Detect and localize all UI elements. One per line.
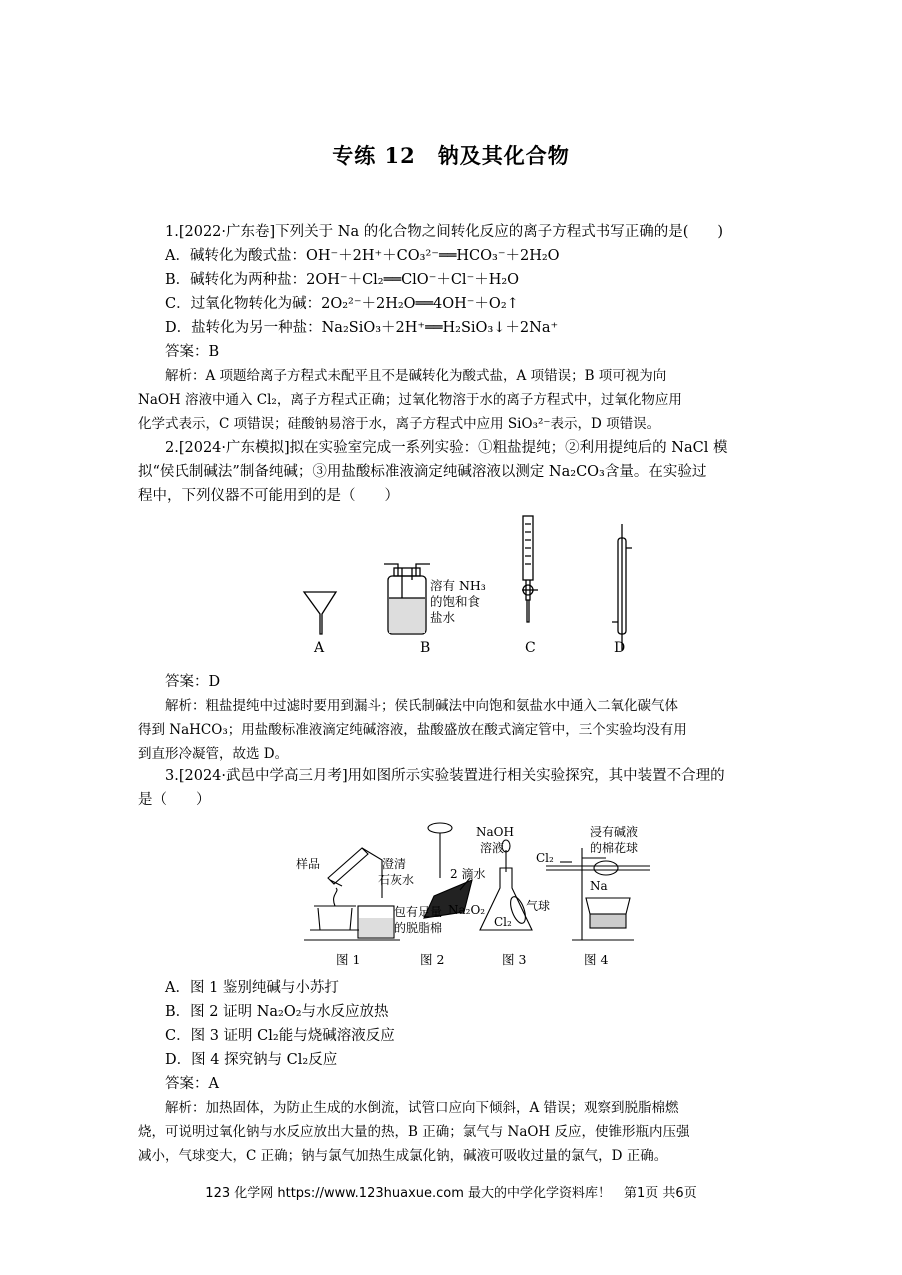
- fig-caption: 图 2: [420, 952, 445, 967]
- q2-answer: 答案：D: [165, 674, 221, 690]
- q3-analysis-line: 烧，可说明过氧化钠与水反应放出大量的热，B 正确；氯气与 NaOH 反应，使锥形瓶内压强: [138, 1124, 690, 1140]
- fig-label-na2o2: Na₂O₂: [448, 903, 486, 917]
- q3-analysis-line: 减小，气球变大，C 正确；钠与氯气加热生成氯化钠，碱液可吸收过量的氯气，D 正确。: [138, 1148, 668, 1164]
- q1-option-d: D．盐转化为另一种盐：Na₂SiO₃＋2H⁺══H₂SiO₃↓＋2Na⁺: [165, 320, 559, 336]
- q3-apparatus-figure: [290, 818, 670, 972]
- q1-answer: 答案：B: [165, 344, 220, 360]
- q2-analysis-line: 到直形冷凝管，故选 D。: [138, 746, 289, 762]
- figure-label: B: [420, 640, 431, 656]
- q2-stem-line: 程中，下列仪器不可能用到的是（ ）: [138, 488, 399, 504]
- figure-label: A: [314, 640, 325, 656]
- q3-stem-line: 是（ ）: [138, 792, 211, 808]
- fig-label-cotton: 包有足量: [394, 905, 443, 919]
- q3-analysis-line: 解析：加热固体，为防止生成的水倒流，试管口应向下倾斜，A 错误；观察到脱脂棉燃: [165, 1100, 679, 1116]
- fig-label-sample: 样品: [296, 857, 321, 871]
- q3-option-a: A．图 1 鉴别纯碱与小苏打: [165, 980, 339, 996]
- funnel-icon: [304, 592, 336, 634]
- figure4-apparatus: [546, 848, 650, 940]
- q1-option-b: B．碱转化为两种盐：2OH⁻＋Cl₂══ClO⁻＋Cl⁻＋H₂O: [165, 272, 520, 288]
- gas-washing-bottle-icon: [384, 564, 430, 634]
- q1-stem: 1.[2022·广东卷]下列关于 Na 的化合物之间转化反应的离子方程式书写正确的是( ): [165, 224, 724, 240]
- q1-analysis-line: 解析：A 项题给离子方程式未配平且不是碱转化为酸式盐，A 项错误；B 项可视为向: [165, 368, 667, 384]
- q1-analysis-line: 化学式表示，C 项错误；硅酸钠易溶于水，离子方程式中应用 SiO₃²⁻表示，D 项错误。: [138, 416, 661, 432]
- q3-stem-line: 3.[2024·武邑中学高三月考]用如图所示实验装置进行相关实验探究，其中装置不合理的: [165, 768, 725, 784]
- fig-caption: 图 4: [584, 952, 609, 967]
- fig-caption: 图 3: [502, 952, 527, 967]
- figure-label: C: [525, 640, 536, 656]
- fig-label-cl2-flask: Cl₂: [494, 915, 512, 929]
- q2-analysis-line: 解析：粗盐提纯中过滤时要用到漏斗；侯氏制碱法中向饱和氨盐水中通入二氧化碳气体: [165, 698, 678, 714]
- q1-option-c: C．过氧化物转化为碱：2O₂²⁻＋2H₂O══4OH⁻＋O₂↑: [165, 296, 519, 312]
- q2-stem-line: 2.[2024·广东模拟]拟在实验室完成一系列实验：①粗盐提纯；②利用提纯后的 NaCl 模: [165, 440, 728, 456]
- q2-apparatus-figure: [290, 510, 650, 660]
- burette-icon: [522, 516, 538, 622]
- fig-label-balloon: 气球: [526, 899, 551, 913]
- bottle-label: 盐水: [430, 610, 456, 625]
- q3-option-b: B．图 2 证明 Na₂O₂与水反应放热: [165, 1004, 389, 1020]
- fig-label-na: Na: [590, 879, 608, 893]
- fig-label-limewater: 石灰水: [378, 873, 415, 887]
- figure-label: D: [614, 640, 626, 656]
- q2-stem-line: 拟“侯氏制碱法”制备纯碱；③用盐酸标准液滴定纯碱溶液以测定 Na₂CO₃含量。在实验过: [138, 464, 707, 480]
- page-footer: 123 化学网 https://www.123huaxue.com 最大的中学化学资料库！ 第1页 共6页: [205, 1186, 697, 1201]
- fig-label-naoh: NaOH: [476, 825, 514, 839]
- fig-label-drops: 2 滴水: [450, 867, 486, 881]
- q3-option-d: D．图 4 探究钠与 Cl₂反应: [165, 1052, 338, 1068]
- fig-label-limewater: 澄清: [382, 857, 407, 871]
- q3-answer: 答案：A: [165, 1076, 219, 1092]
- page-title: 专练 12 钠及其化合物: [332, 143, 570, 168]
- fig-label-naoh: 溶液: [480, 841, 505, 855]
- fig-label-cl2-in: Cl₂: [536, 851, 554, 865]
- fig-caption: 图 1: [336, 952, 361, 967]
- fig-label-cotton: 的脱脂棉: [394, 921, 443, 935]
- q1-option-a: A．碱转化为酸式盐：OH⁻＋2H⁺＋CO₃²⁻══HCO₃⁻＋2H₂O: [165, 248, 560, 264]
- bottle-label: 溶有 NH₃: [430, 578, 486, 593]
- condenser-icon: [612, 524, 632, 650]
- bottle-label: 的饱和食: [430, 594, 481, 609]
- q1-analysis-line: NaOH 溶液中通入 Cl₂，离子方程式正确；过氧化物溶于水的离子方程式中，过氧化物应用: [138, 392, 682, 408]
- fig-label-soaked: 的棉花球: [590, 841, 639, 855]
- fig-label-soaked: 浸有碱液: [590, 825, 639, 839]
- q2-analysis-line: 得到 NaHCO₃；用盐酸标准液滴定纯碱溶液，盐酸盛放在酸式滴定管中，三个实验均没有用: [138, 722, 687, 738]
- q3-option-c: C．图 3 证明 Cl₂能与烧碱溶液反应: [165, 1028, 395, 1044]
